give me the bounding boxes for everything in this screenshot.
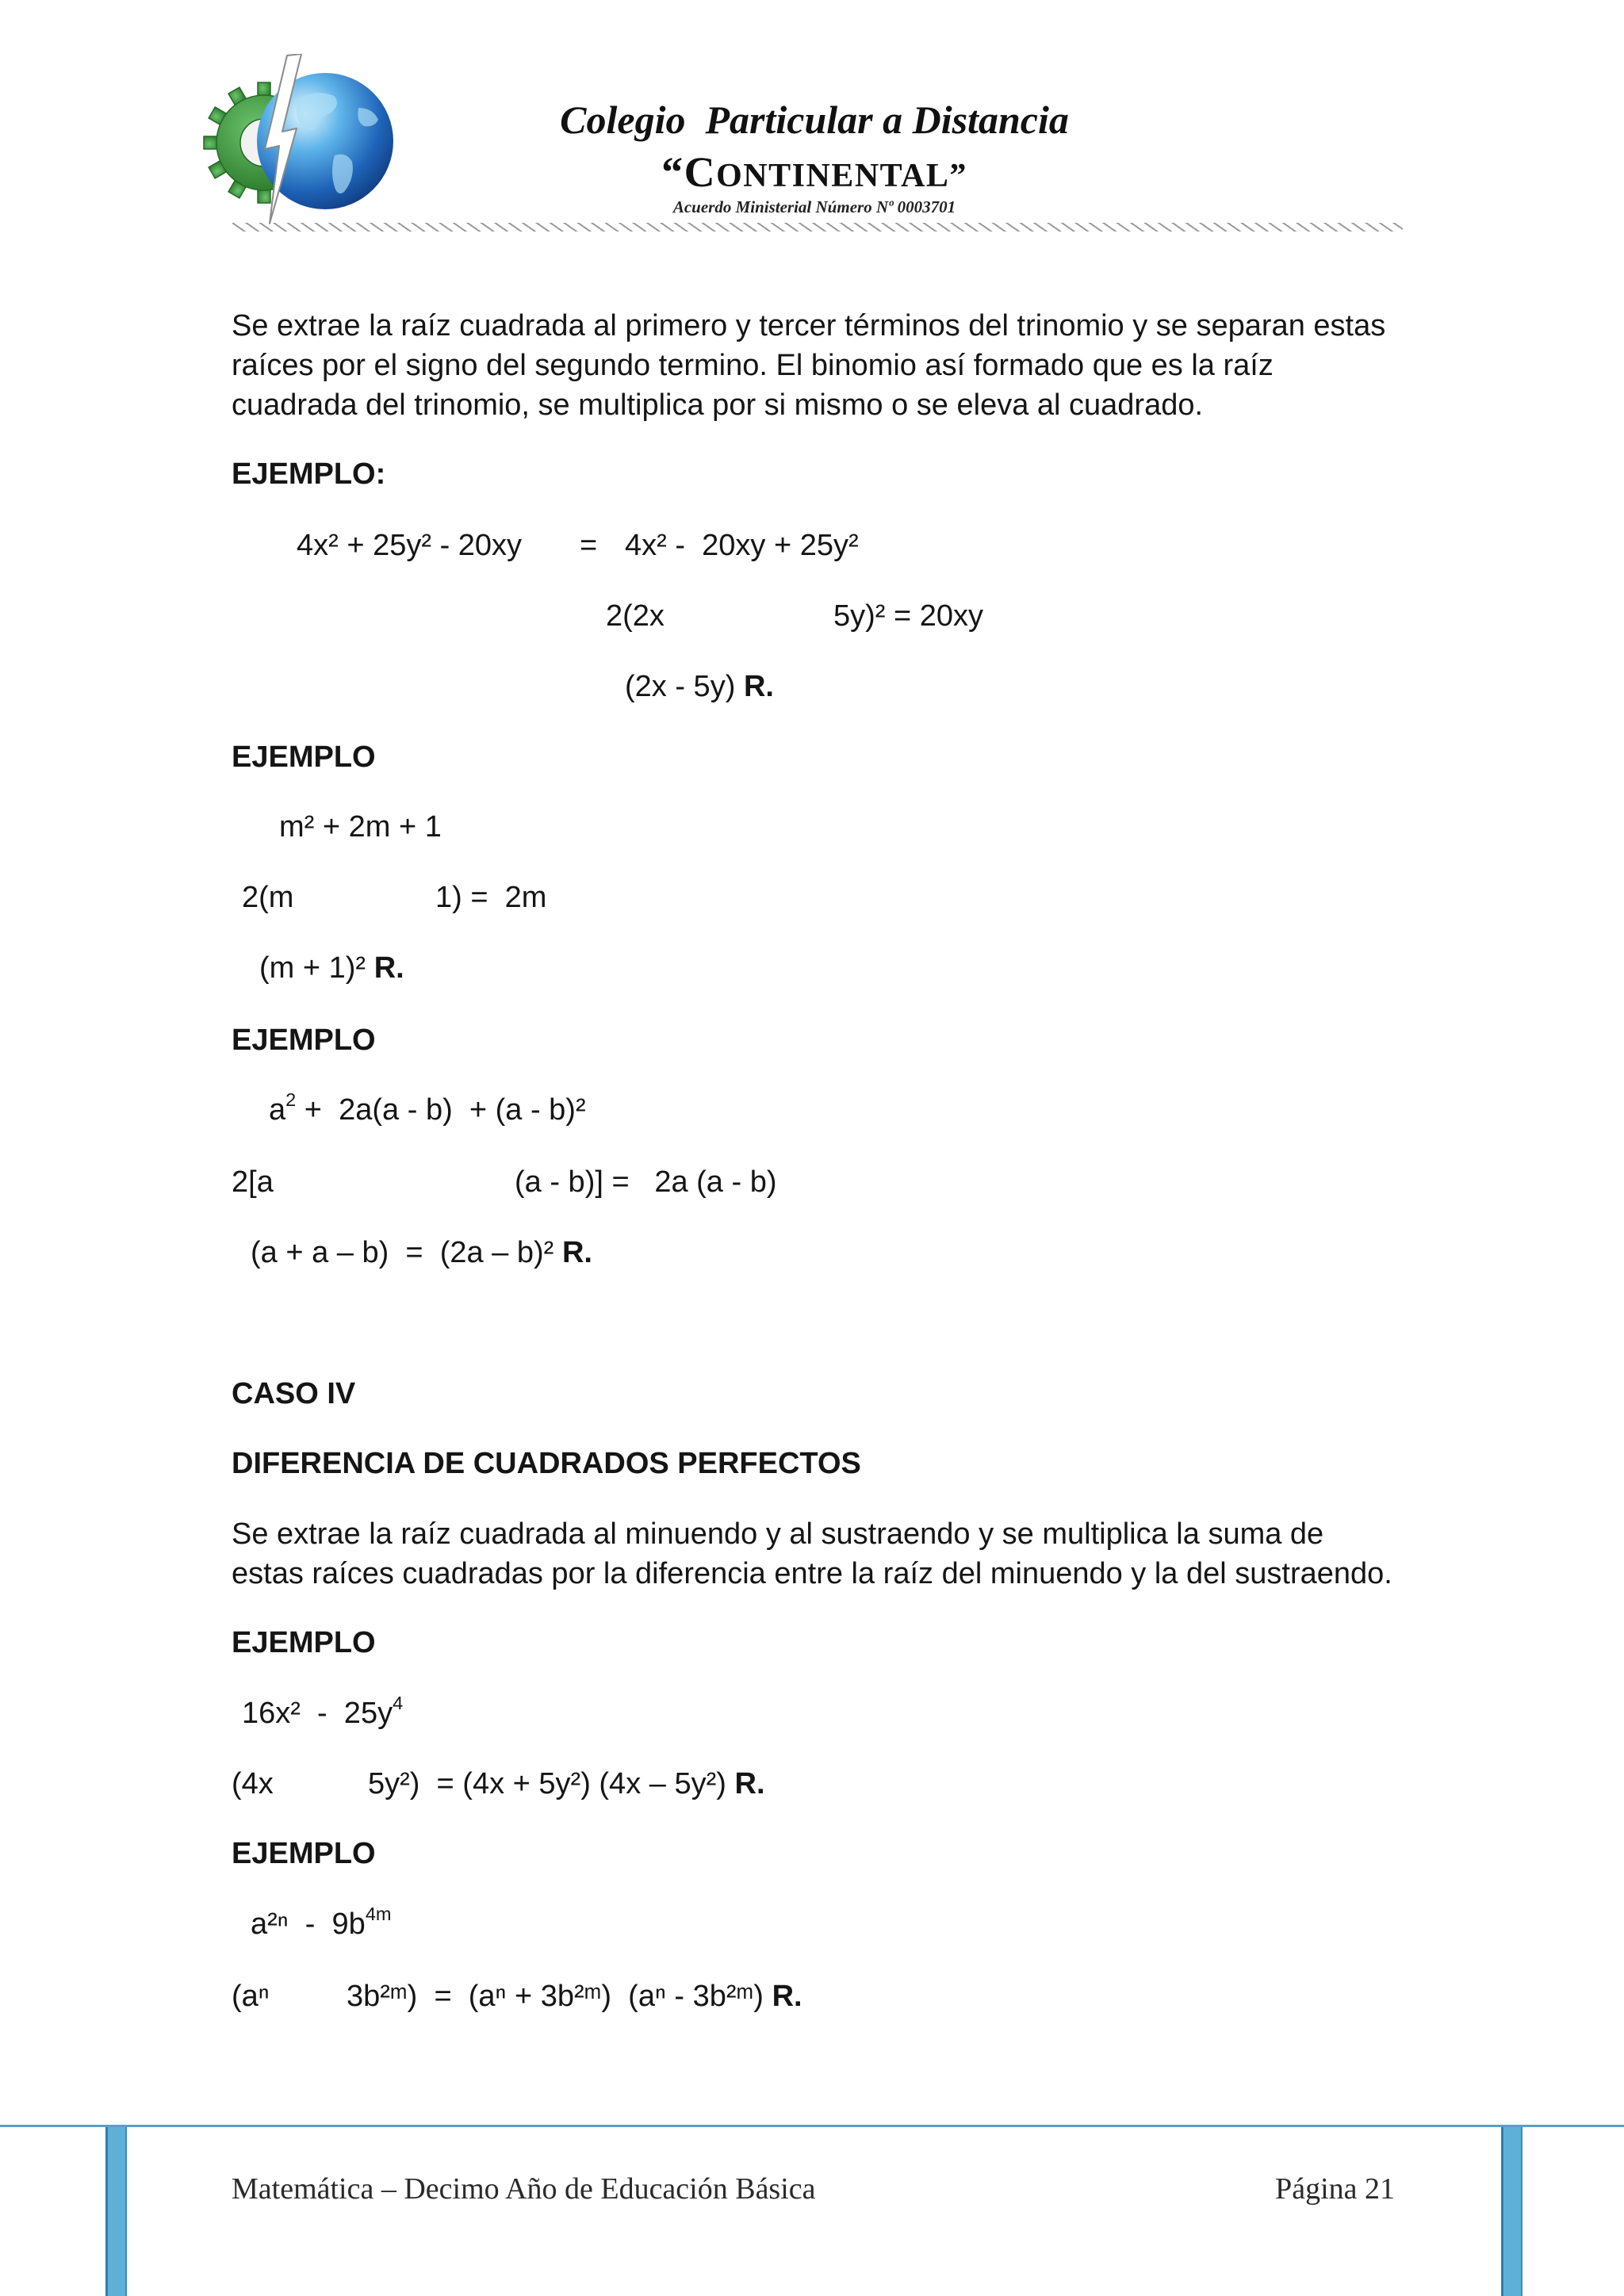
description-line: raíces por el signo del segundo termino. El binomio así formado que es la raíz xyxy=(232,349,1274,382)
expression-ordered: 4x² - 20xy + 25y² xyxy=(625,529,859,562)
example-result xyxy=(0,667,1624,706)
result-expression xyxy=(251,1233,592,1272)
example-heading: EJEMPLO xyxy=(232,1837,376,1870)
example-factorization xyxy=(0,1764,1624,1804)
example-heading: EJEMPLO: xyxy=(232,457,386,491)
footer-right-bar xyxy=(1501,2127,1522,2296)
school-logo-icon xyxy=(198,54,396,224)
check-left: 2[a xyxy=(232,1165,274,1199)
result-mark: R. xyxy=(743,670,774,703)
result-value: (2x - 5y) xyxy=(625,670,736,703)
exponent: 2 xyxy=(285,1089,297,1111)
example-check xyxy=(0,1162,1624,1202)
exponent: 4 xyxy=(393,1693,404,1714)
example-check xyxy=(0,596,1624,636)
check-right: (a - b)] = 2a (a - b) xyxy=(515,1165,777,1199)
check-left: 2(2x xyxy=(606,599,665,633)
expression-base: 16x² - 25y xyxy=(242,1697,393,1730)
school-name: “CONTINENTAL” xyxy=(661,148,967,196)
expression-base: a²ⁿ - 9b xyxy=(251,1908,366,1941)
example-heading: EJEMPLO xyxy=(232,740,376,774)
example-expression xyxy=(251,1904,392,1944)
example-heading: EJEMPLO xyxy=(232,1626,376,1659)
result-value: (a + a – b) = (2a – b)² xyxy=(251,1236,554,1269)
example-factorization xyxy=(0,1976,1624,2016)
factor-right xyxy=(347,1976,802,2016)
header-decorative-rule xyxy=(232,223,1403,232)
footer-subject: Matemática – Decimo Año de Educación Básica xyxy=(232,2172,816,2206)
footer-rule xyxy=(0,2125,1624,2127)
example-expression xyxy=(269,1090,586,1130)
description-line: estas raíces cuadradas por la diferencia entre la raíz del minuendo y la del sustraendo. xyxy=(232,1557,1392,1590)
footer-left-bar xyxy=(105,2127,127,2296)
school-title-line: Colegio Particular a Distancia xyxy=(560,98,1069,142)
factor-right xyxy=(368,1764,765,1804)
example-expression: m² + 2m + 1 xyxy=(279,810,442,844)
expression-original: 4x² + 25y² - 20xy xyxy=(297,529,523,562)
result-mark: R. xyxy=(373,951,404,985)
factor-left: (4x xyxy=(232,1767,274,1800)
result-value: (m + 1)² xyxy=(259,951,366,985)
result-mark: R. xyxy=(561,1236,592,1269)
result-mark: R. xyxy=(734,1767,765,1800)
description-line: Se extrae la raíz cuadrada al primero y tercer términos del trinomio y se separan estas xyxy=(232,309,1386,342)
equals-sign: = xyxy=(580,529,598,562)
ministerial-agreement: Acuerdo Ministerial Número Nº 0003701 xyxy=(672,197,956,216)
description-line: Se extrae la raíz cuadrada al minuendo y al sustraendo y se multiplica la suma de xyxy=(232,1517,1324,1551)
result-expression xyxy=(259,948,404,988)
example-expression xyxy=(0,526,1624,565)
factor-value: 5y²) = (4x + 5y²) (4x – 5y²) xyxy=(368,1767,726,1800)
expression-rest: + 2a(a - b) + (a - b)² xyxy=(296,1093,586,1127)
example-expression xyxy=(242,1693,403,1733)
example-result xyxy=(0,948,1624,988)
example-result xyxy=(0,1233,1624,1272)
result-expression xyxy=(625,667,774,706)
example-check xyxy=(0,878,1624,917)
case-label: CASO IV xyxy=(232,1377,356,1410)
check-left: 2(m xyxy=(242,881,294,914)
example-heading: EJEMPLO xyxy=(232,1024,376,1057)
description-line: cuadrada del trinomio, se multiplica por si mismo o se eleva al cuadrado. xyxy=(232,388,1204,422)
case-title: DIFERENCIA DE CUADRADOS PERFECTOS xyxy=(232,1447,861,1480)
expression-base: a xyxy=(269,1093,286,1127)
check-right: 5y)² = 20xy xyxy=(833,599,984,633)
factor-value: 3b²ᵐ) = (aⁿ + 3b²ᵐ) (aⁿ - 3b²ᵐ) xyxy=(347,1980,764,2013)
page-number: Página 21 xyxy=(1275,2172,1395,2206)
check-right: 1) = 2m xyxy=(435,881,547,914)
factor-left: (aⁿ xyxy=(232,1980,270,2013)
result-mark: R. xyxy=(772,1980,802,2013)
exponent: 4m xyxy=(365,1904,392,1925)
